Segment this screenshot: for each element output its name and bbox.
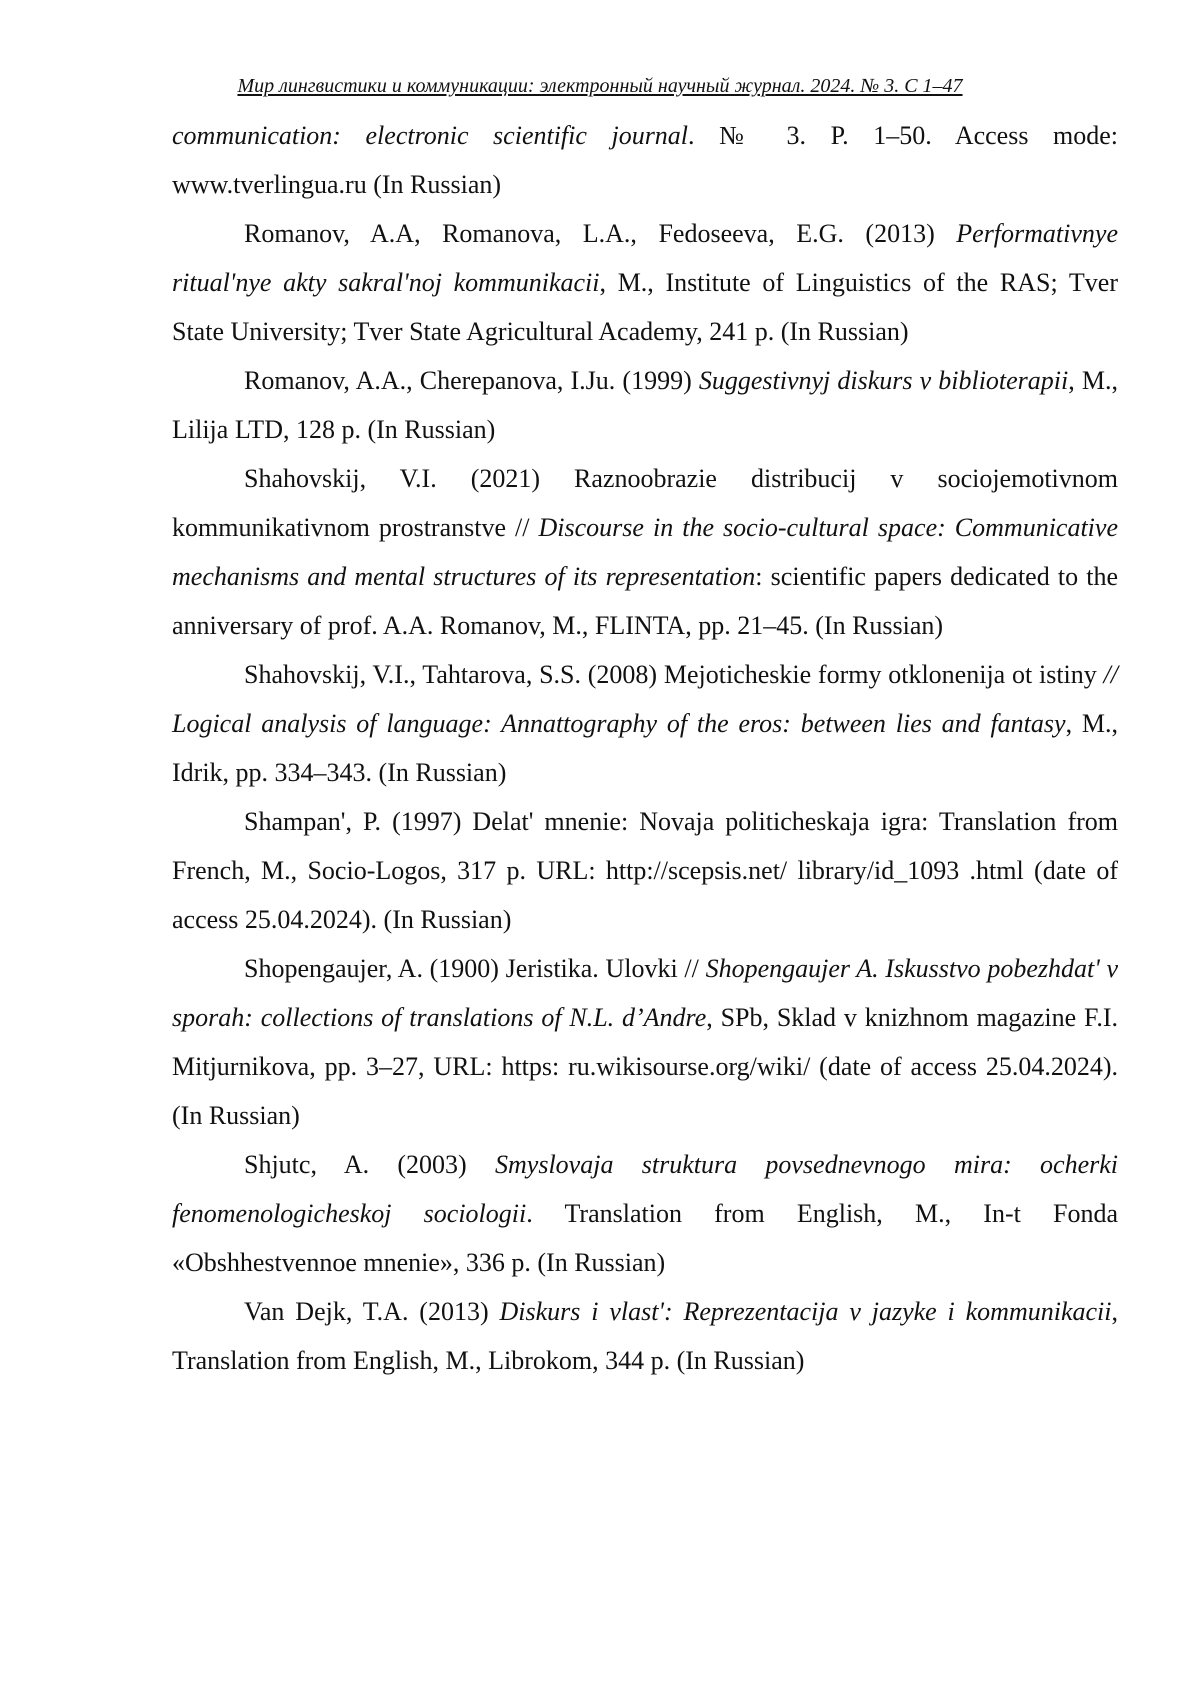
reference-text: Romanov, A.A., Cherepanova, I.Ju. (1999) [244, 366, 699, 395]
reference-text: Shahovskij, V.I. (2021) Raznoobrazie distribucij v sociojemotivnom kommunikativnom prostranstve // [172, 464, 1118, 542]
reference-title: Diskurs i vlast': Reprezentacija v jazyke i kommunikacii [499, 1297, 1111, 1326]
reference-text: Shampan', P. (1997) Delat' mnenie: Novaja politicheskaja igra: Translation from French, M., Socio-Logos, 317 p. URL: http://scepsis.net/ library/id_1093 .html (date of access 25.04.2024). (In Russian) [172, 807, 1118, 934]
reference-entry [172, 454, 1118, 650]
reference-entry [172, 209, 1118, 356]
reference-text: . Translation from English, M., In-t Fonda «Obshhestvennoe mnenie», 336 p. (In Russian) [172, 1199, 1118, 1277]
running-header [0, 74, 1200, 98]
reference-entry [172, 1140, 1118, 1287]
reference-text: , M., Institute of Linguistics of the RAS; Tver State University; Tver State Agricultural Academy, 241 p. (In Russian) [172, 268, 1118, 346]
reference-entry [172, 1287, 1118, 1385]
reference-title: // Logical analysis of language: Annattography of the eros: between lies and fantasy [172, 660, 1118, 738]
reference-list [172, 111, 1118, 1385]
reference-text: Van Dejk, T.A. (2013) [244, 1297, 499, 1326]
reference-text: , SPb, Sklad v knizhnom magazine F.I. Mitjurnikova, pp. 3–27, URL: https: ru.wikisourse.org/wiki/ (date of access 25.04.2024). (In Russian) [172, 1003, 1118, 1130]
reference-text: Shahovskij, V.I., Tahtarova, S.S. (2008) Mejoticheskie formy otklonenija ot istiny [244, 660, 1104, 689]
reference-title: Shopengaujer A. Iskusstvo pobezhdat' v sporah: collections of translations of N.L. d’Andre [172, 954, 1118, 1032]
reference-entry [172, 797, 1118, 944]
journal-citation-line: Мир лингвистики и коммуникации: электронный научный журнал. 2024. № 3. С 1–47 [237, 75, 962, 97]
reference-text: Shjutc, A. (2003) [244, 1150, 495, 1179]
reference-text: , M., Lilija LTD, 128 p. (In Russian) [172, 366, 1118, 444]
reference-text: , Translation from English, M., Librokom, 344 p. (In Russian) [172, 1297, 1118, 1375]
reference-text: Shopengaujer, A. (1900) Jeristika. Ulovki // [244, 954, 706, 983]
reference-text-italic: communication: electronic scientific journal [172, 121, 688, 150]
reference-title: Smyslovaja struktura povsednevnogo mira: ocherki fenomenologicheskoj sociologii [172, 1150, 1118, 1228]
reference-entry [172, 111, 1118, 209]
reference-entry [172, 650, 1118, 797]
reference-entry [172, 944, 1118, 1140]
reference-text: . № 3. P. 1–50. Access mode: www.tverlingua.ru (In Russian) [172, 121, 1118, 199]
reference-title: Performativnye ritual'nye akty sakral'noj kommunikacii [172, 219, 1118, 297]
reference-text: , M., Idrik, pp. 334–343. (In Russian) [172, 709, 1118, 787]
reference-title: Suggestivnyj diskurs v biblioterapii [699, 366, 1068, 395]
reference-entry [172, 356, 1118, 454]
reference-title: Discourse in the socio-cultural space: Communicative mechanisms and mental structures of its representation [172, 513, 1118, 591]
reference-text: : scientific papers dedicated to the anniversary of prof. A.A. Romanov, M., FLINTA, pp. 21–45. (In Russian) [172, 562, 1118, 640]
reference-text: Romanov, A.A, Romanova, L.A., Fedoseeva, E.G. (2013) [244, 219, 956, 248]
